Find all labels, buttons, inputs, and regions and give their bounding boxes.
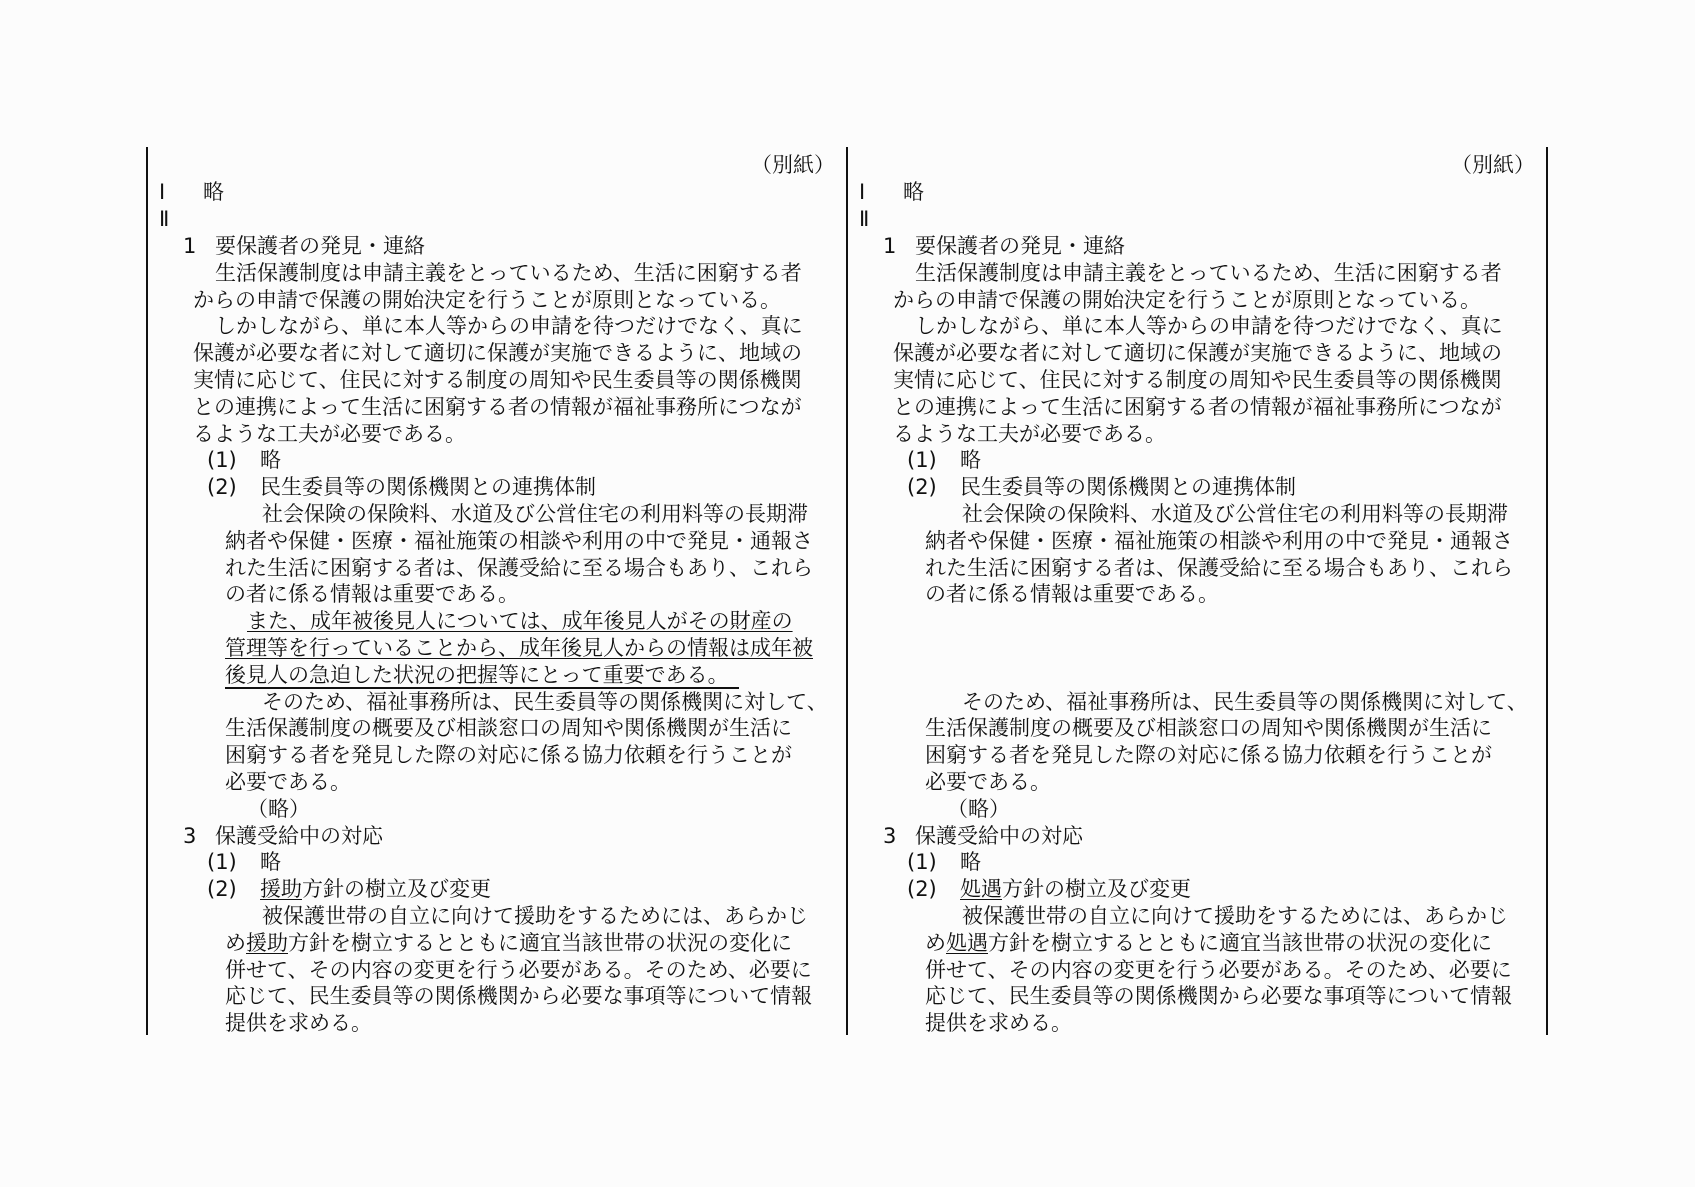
para-2-line: との連携によって生活に困窮する者の情報が福祉事務所につなが bbox=[893, 395, 1502, 419]
para-1-line: からの申請で保護の開始決定を行うことが原則となっている。 bbox=[193, 288, 781, 312]
sub-3-1-text: 略 bbox=[960, 850, 981, 874]
item-3-heading: 保護受給中の対応 bbox=[215, 824, 383, 848]
sub-2-number: (2) bbox=[907, 475, 937, 499]
item-1-number: 1 bbox=[183, 234, 197, 258]
sub-3-1-number: (1) bbox=[907, 850, 937, 874]
para-2-line: との連携によって生活に困窮する者の情報が福祉事務所につなが bbox=[193, 395, 802, 419]
sub-2-para-1-line: の者に係る情報は重要である。 bbox=[925, 582, 1219, 606]
sub-3-2-para-line: 応じて、民生委員等の関係機関から必要な事項等について情報 bbox=[925, 984, 1513, 1008]
section-1-text: 略 bbox=[203, 180, 224, 204]
sub-3-2-para-line: 提供を求める。 bbox=[225, 1011, 372, 1035]
section-1-number: Ⅰ bbox=[859, 180, 866, 204]
sub-3-2-number: (2) bbox=[207, 877, 237, 901]
sub-2-para-1-line: れた生活に困窮する者は、保護受給に至る場合もあり、これら bbox=[225, 556, 813, 580]
sub-2-para-1-line: の者に係る情報は重要である。 bbox=[225, 582, 519, 606]
sub-2-para-2-line: そのため、福祉事務所は、民生委員等の関係機関に対して、 bbox=[962, 690, 1528, 714]
right-column bbox=[847, 0, 1547, 1187]
attachment-label: （別紙） bbox=[1451, 153, 1535, 177]
underlined-addition-line: 後見人の急迫した状況の把握等にとって重要である。 bbox=[225, 662, 739, 688]
section-2-number: Ⅱ bbox=[159, 207, 170, 231]
sub-3-2-para-line: 併せて、その内容の変更を行う必要がある。そのため、必要に bbox=[225, 958, 812, 982]
left-column bbox=[147, 0, 847, 1187]
section-1-text: 略 bbox=[903, 180, 924, 204]
sub-2-para-1-line: れた生活に困窮する者は、保護受給に至る場合もあり、これら bbox=[925, 556, 1513, 580]
sub-2-para-2-line: 困窮する者を発見した際の対応に係る協力依頼を行うことが bbox=[925, 743, 1492, 767]
sub-2-heading: 民生委員等の関係機関との連携体制 bbox=[960, 475, 1296, 499]
sub-3-1-number: (1) bbox=[207, 850, 237, 874]
sub-2-para-2-line: 困窮する者を発見した際の対応に係る協力依頼を行うことが bbox=[225, 743, 792, 767]
para-1-line: からの申請で保護の開始決定を行うことが原則となっている。 bbox=[893, 288, 1481, 312]
sub-3-2-para-line: め援助方針を樹立するとともに適宜当該世帯の状況の変化に bbox=[225, 931, 792, 955]
sub-2-para-2-line: そのため、福祉事務所は、民生委員等の関係機関に対して、 bbox=[262, 690, 828, 714]
omitted-marker: （略） bbox=[947, 797, 1010, 821]
sub-3-2-para-line: め処遇方針を樹立するとともに適宜当該世帯の状況の変化に bbox=[925, 931, 1492, 955]
sub-3-2-heading: 援助方針の樹立及び変更 bbox=[260, 877, 491, 901]
sub-2-para-2-line: 必要である。 bbox=[925, 770, 1051, 794]
para-1-line: 生活保護制度は申請主義をとっているため、生活に困窮する者 bbox=[915, 261, 1502, 285]
para-2-line: 保護が必要な者に対して適切に保護が実施できるように、地域の bbox=[893, 341, 1502, 365]
sub-1-number: (1) bbox=[207, 448, 237, 472]
sub-2-para-1-line: 社会保険の保険料、水道及び公営住宅の利用料等の長期滞 bbox=[962, 502, 1508, 526]
sub-2-heading: 民生委員等の関係機関との連携体制 bbox=[260, 475, 596, 499]
sub-1-text: 略 bbox=[960, 448, 981, 472]
para-1-line: 生活保護制度は申請主義をとっているため、生活に困窮する者 bbox=[215, 261, 802, 285]
sub-3-2-para-line: 併せて、その内容の変更を行う必要がある。そのため、必要に bbox=[925, 958, 1512, 982]
sub-2-para-1-line: 社会保険の保険料、水道及び公営住宅の利用料等の長期滞 bbox=[262, 502, 808, 526]
para-2-line: しかしながら、単に本人等からの申請を待つだけでなく、真に bbox=[915, 314, 1503, 338]
sub-3-2-para-line: 応じて、民生委員等の関係機関から必要な事項等について情報 bbox=[225, 984, 813, 1008]
sub-1-number: (1) bbox=[907, 448, 937, 472]
sub-3-2-para-line: 被保護世帯の自立に向けて援助をするためには、あらかじ bbox=[262, 904, 808, 928]
sub-2-para-2-line: 生活保護制度の概要及び相談窓口の周知や関係機関が生活に bbox=[925, 716, 1492, 740]
sub-2-number: (2) bbox=[207, 475, 237, 499]
para-2-line: 実情に応じて、住民に対する制度の周知や民生委員等の関係機関 bbox=[193, 368, 802, 392]
item-3-number: 3 bbox=[183, 824, 197, 848]
changed-term: 援助 bbox=[246, 931, 288, 955]
item-1-heading: 要保護者の発見・連絡 bbox=[215, 234, 425, 258]
underlined-addition-line: 管理等を行っていることから、成年後見人からの情報は成年被 bbox=[225, 636, 813, 660]
para-2-line: るような工夫が必要である。 bbox=[193, 422, 466, 446]
para-2-line: るような工夫が必要である。 bbox=[893, 422, 1166, 446]
sub-2-para-2-line: 必要である。 bbox=[225, 770, 351, 794]
changed-term: 処遇 bbox=[960, 877, 1002, 901]
sub-1-text: 略 bbox=[260, 448, 281, 472]
para-2-line: しかしながら、単に本人等からの申請を待つだけでなく、真に bbox=[215, 314, 803, 338]
sub-3-2-para-line: 提供を求める。 bbox=[925, 1011, 1072, 1035]
underlined-addition-line: また、成年被後見人については、成年後見人がその財産の bbox=[247, 609, 793, 633]
item-1-heading: 要保護者の発見・連絡 bbox=[915, 234, 1125, 258]
para-2-line: 保護が必要な者に対して適切に保護が実施できるように、地域の bbox=[193, 341, 802, 365]
attachment-label: （別紙） bbox=[751, 153, 835, 177]
omitted-marker: （略） bbox=[247, 797, 310, 821]
changed-term: 援助 bbox=[260, 877, 302, 901]
para-2-line: 実情に応じて、住民に対する制度の周知や民生委員等の関係機関 bbox=[893, 368, 1502, 392]
sub-3-2-para-line: 被保護世帯の自立に向けて援助をするためには、あらかじ bbox=[962, 904, 1508, 928]
item-3-heading: 保護受給中の対応 bbox=[915, 824, 1083, 848]
sub-3-1-text: 略 bbox=[260, 850, 281, 874]
changed-term: 処遇 bbox=[946, 931, 988, 955]
section-1-number: Ⅰ bbox=[159, 180, 166, 204]
item-3-number: 3 bbox=[883, 824, 897, 848]
sub-2-para-1-line: 納者や保健・医療・福祉施策の相談や利用の中で発見・通報さ bbox=[925, 529, 1513, 553]
sub-2-para-2-line: 生活保護制度の概要及び相談窓口の周知や関係機関が生活に bbox=[225, 716, 792, 740]
sub-3-2-number: (2) bbox=[907, 877, 937, 901]
item-1-number: 1 bbox=[883, 234, 897, 258]
sub-2-para-1-line: 納者や保健・医療・福祉施策の相談や利用の中で発見・通報さ bbox=[225, 529, 813, 553]
section-2-number: Ⅱ bbox=[859, 207, 870, 231]
sub-3-2-heading: 処遇方針の樹立及び変更 bbox=[960, 877, 1191, 901]
